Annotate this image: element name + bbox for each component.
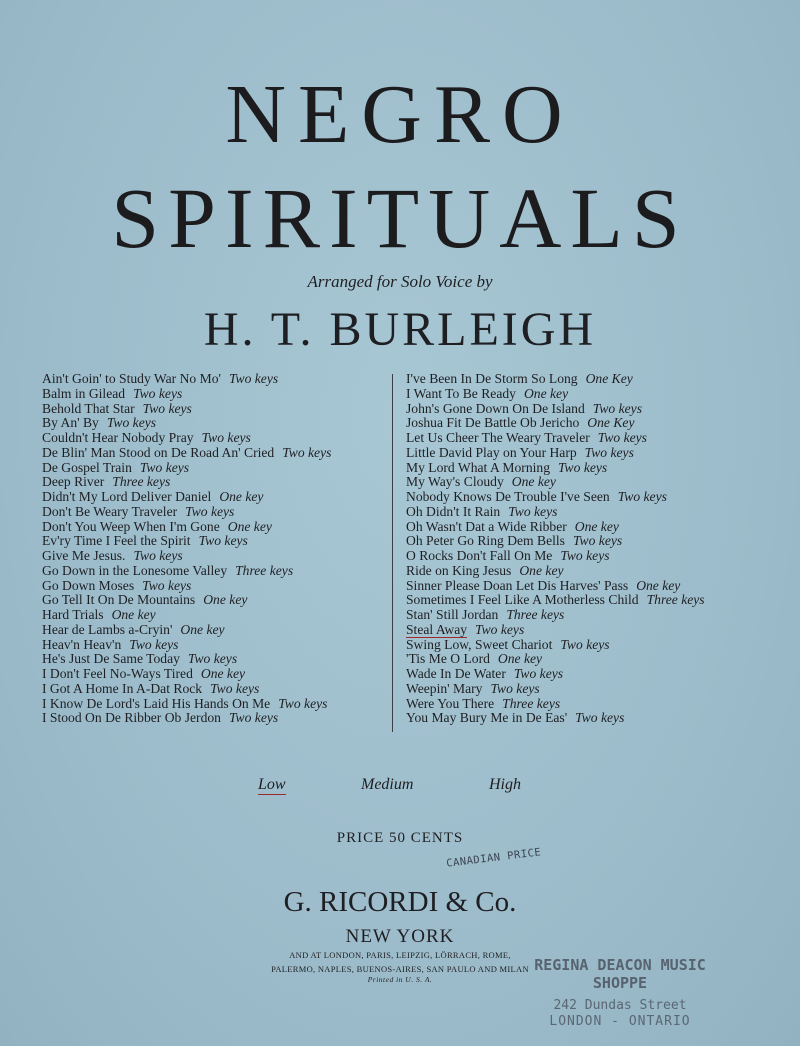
song-keys: One key	[111, 607, 156, 622]
shop-town: LONDON - ONTARIO	[549, 1014, 691, 1029]
song-item	[42, 475, 387, 490]
song-keys: Two keys	[210, 680, 260, 696]
song-title: Don't Be Weary Traveler	[42, 503, 178, 519]
song-keys: Two keys	[198, 533, 248, 549]
song-item	[406, 593, 786, 608]
song-item	[42, 446, 387, 461]
song-title: Oh Peter Go Ring Dem Bells	[406, 533, 565, 549]
song-keys: Two keys	[228, 710, 279, 726]
song-item	[42, 372, 387, 387]
song-title: Joshua Fit De Battle Ob Jericho	[406, 415, 580, 431]
song-keys: Two keys	[592, 400, 642, 416]
song-title: Steal Away	[406, 621, 468, 637]
song-item	[406, 564, 786, 579]
song-title: Deep River	[42, 474, 105, 490]
song-item	[42, 549, 387, 564]
song-title: Oh Wasn't Dat a Wide Ribber	[406, 518, 567, 534]
song-item	[406, 387, 786, 402]
song-title: John's Gone Down On De Island	[406, 400, 585, 416]
song-title: I Know De Lord's Laid His Hands On Me	[42, 695, 271, 711]
song-title: De Blin' Man Stood on De Road An' Cried	[42, 444, 275, 460]
song-keys: Two keys	[106, 415, 157, 431]
song-keys: Two keys	[513, 666, 564, 681]
song-title: Hard Trials	[42, 607, 104, 622]
song-keys: Two keys	[129, 636, 179, 652]
song-item	[406, 608, 786, 623]
song-keys: One key	[636, 577, 681, 593]
song-item	[406, 667, 786, 682]
branches-line-2: PALERMO, NAPLES, BUENOS-AIRES, SAN PAULO AND MILAN	[271, 964, 529, 974]
song-keys: Two keys	[617, 489, 667, 504]
song-item	[406, 461, 786, 476]
price: PRICE 50 CENTS	[336, 830, 464, 846]
song-keys: Two keys	[278, 695, 328, 711]
song-keys: Two keys	[584, 444, 634, 460]
song-title: Go Tell It On De Mountains	[42, 592, 196, 608]
song-keys: One key	[523, 385, 569, 401]
song-title: My Lord What A Morning	[406, 459, 550, 475]
song-keys: Two keys	[560, 636, 610, 652]
song-title: I Don't Feel No-Ways Tired	[42, 666, 193, 681]
song-keys: Two keys	[597, 430, 647, 445]
song-title: My Way's Cloudy	[406, 474, 504, 490]
song-item	[42, 593, 387, 608]
voice-low: Low	[258, 776, 286, 793]
song-item	[406, 520, 786, 535]
voice-high: High	[489, 776, 521, 793]
song-item	[406, 475, 786, 490]
song-title: I've Been In De Storm So Long	[406, 371, 578, 386]
song-title: Behold That Star	[42, 400, 135, 416]
branches-line-1: AND AT LONDON, PARIS, LEIPZIG, LÖRRACH, ROME,	[289, 950, 511, 960]
song-keys: One key	[519, 562, 564, 578]
song-item	[42, 534, 387, 549]
song-title: I Got A Home In A-Dat Rock	[42, 680, 203, 696]
song-item	[42, 608, 387, 623]
song-list-right	[406, 372, 786, 726]
song-keys: One key	[203, 592, 248, 608]
song-title: Weepin' Mary	[406, 680, 483, 696]
song-keys: One Key	[587, 415, 635, 431]
song-keys: One key	[497, 651, 543, 667]
song-title: De Gospel Train	[42, 459, 132, 475]
song-keys: Two keys	[142, 577, 192, 593]
song-keys: Two keys	[133, 385, 183, 401]
song-keys: One key	[200, 666, 246, 681]
song-keys: Two keys	[201, 430, 251, 445]
song-title: Go Down Moses	[42, 577, 135, 593]
song-title: Sometimes I Feel Like A Motherless Child	[406, 592, 639, 608]
song-list-left	[42, 372, 387, 726]
song-title: He's Just De Same Today	[42, 651, 180, 667]
song-title: Nobody Knows De Trouble I've Seen	[406, 489, 610, 504]
song-item	[406, 402, 786, 417]
song-item	[42, 461, 387, 476]
song-item	[406, 682, 786, 697]
song-title: Let Us Cheer The Weary Traveler	[406, 430, 590, 445]
song-item	[42, 667, 387, 682]
song-title: Don't You Weep When I'm Gone	[42, 518, 220, 534]
song-keys: Two keys	[139, 459, 190, 475]
composer-name: H. T. BURLEIGH	[203, 303, 597, 356]
title-line-2: SPIRITUALS	[111, 170, 689, 266]
song-title: Balm in Gilead	[42, 385, 126, 401]
song-item	[406, 549, 786, 564]
publisher-city: NEW YORK	[345, 926, 455, 947]
song-keys: One key	[219, 489, 264, 504]
song-keys: Three keys	[506, 607, 565, 622]
song-item	[42, 402, 387, 417]
song-item	[406, 711, 786, 726]
song-keys: Two keys	[558, 459, 608, 475]
song-item	[42, 711, 387, 726]
song-keys: Two keys	[187, 651, 238, 667]
song-item	[406, 490, 786, 505]
song-keys: Two keys	[475, 621, 525, 637]
song-title: Swing Low, Sweet Chariot	[406, 636, 553, 652]
arranged-by: Arranged for Solo Voice by	[307, 272, 493, 291]
song-item	[406, 638, 786, 653]
song-item	[42, 579, 387, 594]
song-keys: One key	[574, 518, 619, 534]
song-item	[42, 416, 387, 431]
column-divider	[392, 374, 393, 732]
song-title: By An' By	[42, 415, 99, 431]
song-keys: Three keys	[235, 562, 294, 578]
song-title: Go Down in the Lonesome Valley	[42, 562, 228, 578]
title-line-1: NEGRO	[225, 68, 575, 161]
song-title: Ride on King Jesus	[406, 562, 512, 578]
song-item	[406, 697, 786, 712]
song-keys: Two keys	[142, 400, 192, 416]
song-keys: Two keys	[228, 371, 279, 386]
song-item	[406, 579, 786, 594]
song-title: You May Bury Me in De Eas'	[406, 710, 568, 726]
song-keys: Two keys	[282, 444, 332, 460]
song-item	[406, 534, 786, 549]
song-item	[42, 682, 387, 697]
song-keys: Two keys	[575, 710, 625, 726]
song-item	[42, 431, 387, 446]
song-item	[42, 564, 387, 579]
song-title: Ain't Goin' to Study War No Mo'	[42, 371, 221, 386]
music-shop-stamp	[510, 956, 730, 1029]
canadian-price-stamp: CANADIAN PRICE	[445, 846, 542, 870]
song-item	[406, 372, 786, 387]
song-title: I Stood On De Ribber Ob Jerdon	[42, 710, 221, 726]
printed-in: Printed in U. S. A.	[367, 975, 433, 984]
song-keys: Two keys	[185, 503, 235, 519]
song-item	[42, 505, 387, 520]
song-item	[406, 623, 786, 638]
song-keys: One key	[227, 518, 272, 534]
song-keys: Two keys	[572, 533, 623, 549]
song-title: O Rocks Don't Fall On Me	[406, 548, 553, 563]
song-keys: One key	[180, 621, 225, 637]
song-item	[406, 505, 786, 520]
shop-street: 242 Dundas Street	[553, 998, 687, 1013]
song-item	[406, 416, 786, 431]
publisher: G. RICORDI & Co.	[283, 886, 517, 918]
song-title: Give Me Jesus.	[42, 548, 126, 563]
song-item	[42, 638, 387, 653]
song-item	[42, 697, 387, 712]
song-keys: One key	[511, 474, 556, 490]
song-title: Wade In De Water	[406, 666, 506, 681]
song-keys: Two keys	[490, 680, 540, 696]
song-item	[42, 387, 387, 402]
song-keys: One Key	[585, 371, 633, 386]
song-title: Stan' Still Jordan	[406, 607, 499, 622]
song-title: Didn't My Lord Deliver Daniel	[42, 489, 212, 504]
song-keys: Three keys	[646, 592, 705, 608]
song-title: Sinner Please Doan Let Dis Harves' Pass	[406, 577, 629, 593]
song-title: 'Tis Me O Lord	[406, 651, 490, 667]
song-item	[42, 623, 387, 638]
song-title: Ev'ry Time I Feel the Spirit	[42, 533, 191, 549]
song-keys: Three keys	[112, 474, 171, 490]
song-title: Oh Didn't It Rain	[406, 503, 501, 519]
song-title: I Want To Be Ready	[406, 385, 516, 401]
voice-medium: Medium	[361, 776, 414, 793]
song-keys: Three keys	[502, 695, 561, 711]
song-title: Little David Play on Your Harp	[406, 444, 577, 460]
song-title: Hear de Lambs a-Cryin'	[42, 621, 173, 637]
song-item	[406, 446, 786, 461]
song-item	[406, 652, 786, 667]
song-item	[406, 431, 786, 446]
song-item	[42, 520, 387, 535]
song-keys: Two keys	[560, 548, 610, 563]
song-keys: Two keys	[133, 548, 183, 563]
song-item	[42, 652, 387, 667]
shop-name: REGINA DEACON MUSIC SHOPPE	[534, 956, 706, 992]
song-title: Heav'n Heav'n	[42, 636, 122, 652]
song-title: Couldn't Hear Nobody Pray	[42, 430, 194, 445]
song-item	[42, 490, 387, 505]
song-keys: Two keys	[508, 503, 558, 519]
song-title: Were You There	[406, 695, 495, 711]
